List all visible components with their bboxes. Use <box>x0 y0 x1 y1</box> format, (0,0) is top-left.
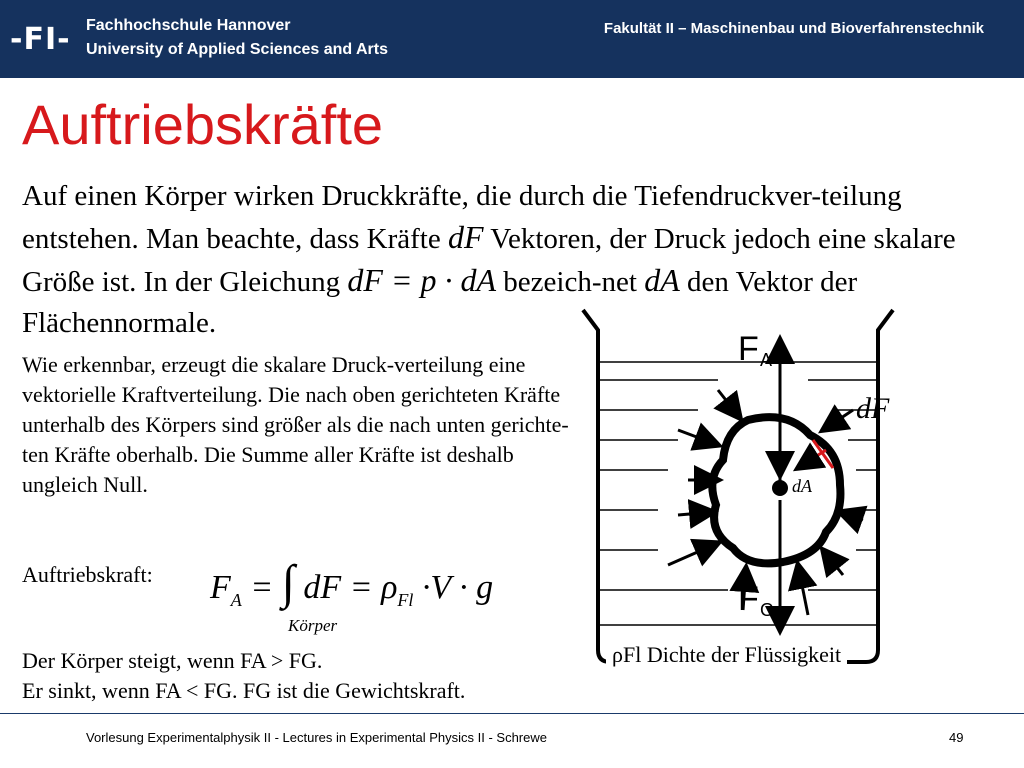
label-FA: F <box>738 330 759 368</box>
faculty-name: Fakultät II – Maschinenbau und Bioverfahrenstechnik <box>603 20 984 37</box>
conclusion <box>22 646 622 706</box>
university-name <box>86 14 388 62</box>
label-dA: dA <box>792 476 812 496</box>
formula-rhs: dF = ρ <box>303 569 398 606</box>
buoyancy-label: Auftriebskraft: <box>22 562 153 587</box>
symbol-dA: dA <box>644 262 680 298</box>
label-FG-sub: G <box>760 600 775 620</box>
formula-rest: ·V · g <box>421 569 494 606</box>
header-divider <box>0 78 1024 80</box>
equation-dF: dF = p · dA <box>347 262 497 298</box>
intro-text-1: Auf einen Körper wirken Druckkräfte, die durch die Tiefendruckver-teilung entstehen. Man beachte, dass Kräfte <box>22 180 902 255</box>
buoyancy-formula <box>210 555 493 611</box>
university-line-1: Fachhochschule Hannover <box>86 17 291 34</box>
formula-rho-sub: Fl <box>397 589 414 610</box>
integral-limit: Körper <box>288 616 338 635</box>
formula-lhs-sub: A <box>230 589 242 610</box>
fh-logo: -FI- <box>10 22 71 57</box>
conclusion-line-2: Er sinkt, wenn FA < FG. FG ist die Gewichtskraft. <box>22 678 466 703</box>
page-number: 49 <box>949 730 964 745</box>
header-bar <box>0 0 1024 78</box>
formula-lhs: F <box>210 569 231 606</box>
explanation-paragraph: Wie erkennbar, erzeugt die skalare Druck-verteilung eine vektorielle Kraftverteilung. Die nach oben gerichteten Kräfte unterhalb des Körpers sind größer als die nach unten gerichte-ten Kräfte oberhalb. Die Summe aller Kräfte ist deshalb ungleich Null. <box>22 352 569 497</box>
conclusion-line-1: Der Körper steigt, wenn FA > FG. <box>22 648 323 673</box>
intro-text-3: bezeich-net <box>496 266 645 298</box>
label-FA-sub: A <box>760 350 773 370</box>
intro-text-2: Vektoren, der Druck jedoch eine skalare Größe ist. In der Gleichung <box>22 223 956 298</box>
label-FG: F <box>738 580 759 618</box>
density-legend: ρFl Dichte der Flüssigkeit <box>606 642 847 668</box>
intro-text-4: den Vektor der Flächennormale. <box>22 266 858 339</box>
buoyancy-diagram <box>578 300 898 700</box>
immersed-body <box>712 417 840 563</box>
slide-title: Auftriebskräfte <box>22 93 384 156</box>
integral-sign: ∫ <box>281 556 295 609</box>
formula-equals: = <box>250 569 274 606</box>
footer-divider <box>0 713 1024 714</box>
footer-text: Vorlesung Experimentalphysik II - Lectures in Experimental Physics II - Schrewe <box>86 730 547 745</box>
university-line-2: University of Applied Sciences and Arts <box>86 41 389 58</box>
label-dF: dF <box>856 392 890 425</box>
symbol-dF: dF <box>447 219 484 255</box>
